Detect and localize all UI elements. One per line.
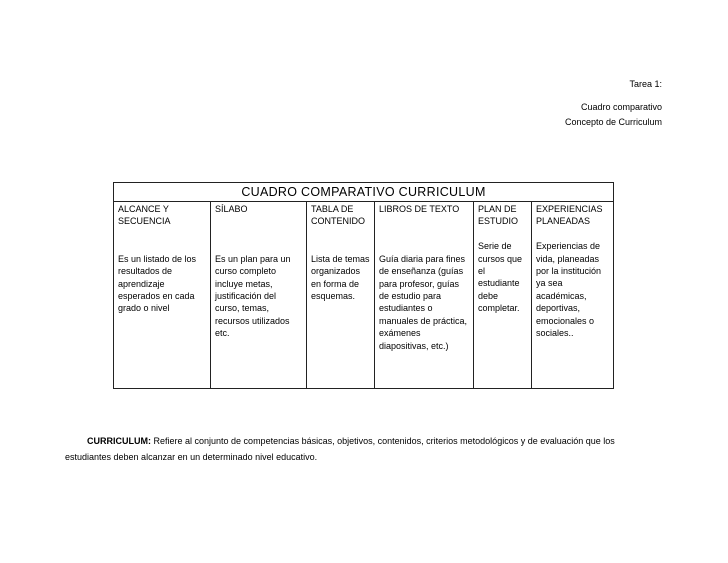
column-body: Lista de temas organizados en forma de esquemas. bbox=[311, 253, 370, 302]
column-body: Guía diaria para fines de enseñanza (guías para profesor, guías de estudio para estudiantes o manuales de práctica, exámenes diapositivas, etc.) bbox=[379, 253, 468, 351]
document-subtitle: Cuadro comparativo bbox=[580, 102, 662, 112]
table-column-silabo bbox=[210, 201, 306, 388]
column-body: Experiencias de vida, planeadas por la institución ya sea académicas, deportivas, emocionales o sociales.. bbox=[536, 241, 602, 339]
definition-term: CURRICULUM: bbox=[87, 436, 151, 446]
table-column-experiencias bbox=[531, 201, 613, 388]
column-heading: LIBROS DE TEXTO bbox=[379, 204, 460, 214]
table-column-libros bbox=[374, 201, 473, 388]
definition-text: Refiere al conjunto de competencias básicas, objetivos, contenidos, criterios metodológicos y de evaluación que los estudiantes deben alcanzar en un determinado nivel educativo. bbox=[65, 436, 615, 462]
column-heading: SÍLABO bbox=[215, 204, 248, 214]
column-body: Serie de cursos que el estudiante debe completar. bbox=[478, 241, 523, 314]
table-title: CUADRO COMPARATIVO CURRICULUM bbox=[241, 185, 486, 199]
column-heading: PLAN DE ESTUDIO bbox=[478, 204, 519, 227]
document-concept: Concepto de Curriculum bbox=[564, 117, 662, 127]
curriculum-definition bbox=[65, 433, 635, 465]
column-heading: TABLA DE CONTENIDO bbox=[311, 204, 365, 227]
table-column-plan bbox=[473, 201, 531, 388]
column-body: Es un plan para un curso completo incluye metas, justificación del curso, temas, recursos utilizados etc. bbox=[215, 253, 291, 339]
table-column-alcance bbox=[114, 201, 210, 388]
comparison-table bbox=[113, 182, 614, 389]
column-heading: EXPERIENCIAS PLANEADAS bbox=[536, 204, 603, 227]
column-body: Es un listado de los resultados de aprendizaje esperados en cada grado o nivel bbox=[118, 253, 197, 314]
column-heading: ALCANCE Y SECUENCIA bbox=[118, 204, 171, 227]
task-label: Tarea 1: bbox=[629, 79, 662, 89]
table-column-tabla bbox=[306, 201, 374, 388]
